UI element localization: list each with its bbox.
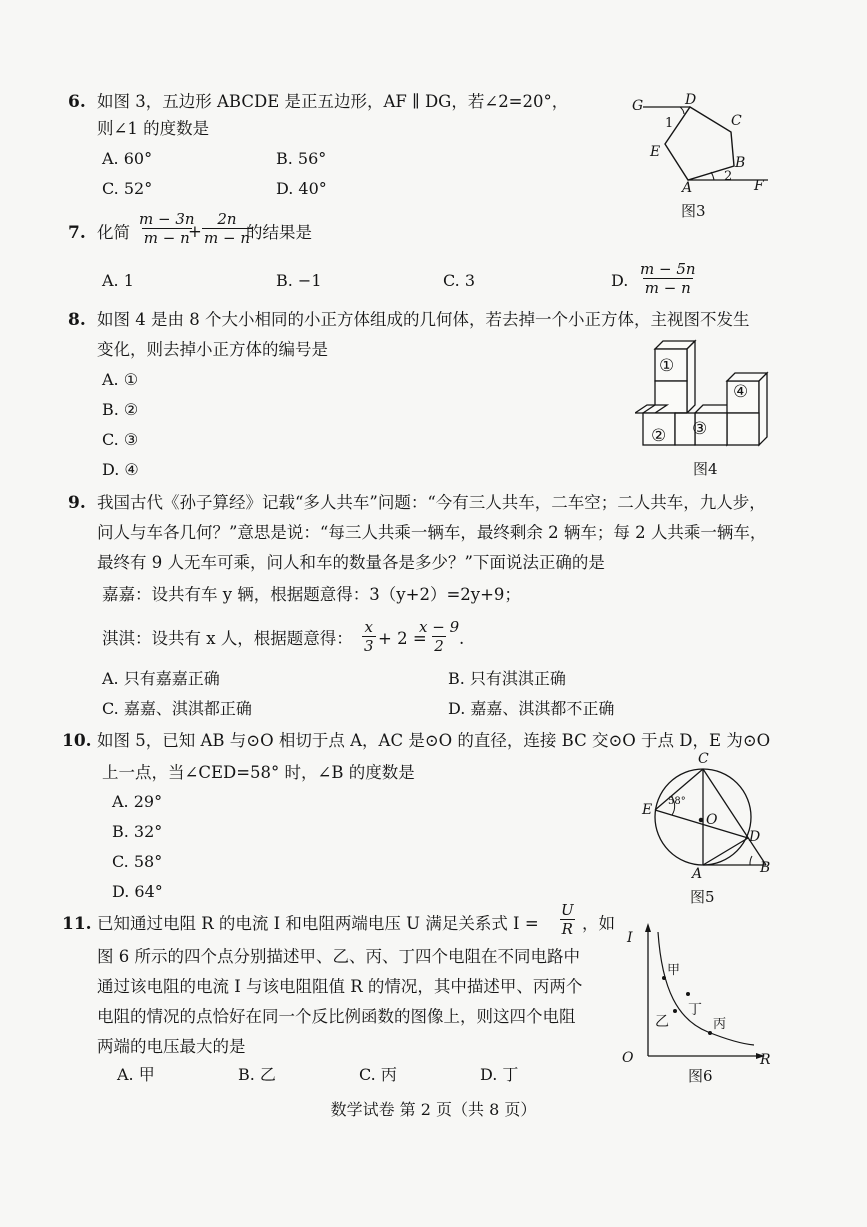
question-9-line-3: 最终有 9 人无车可乘，问人和车的数量各是多少？”下面说法正确的是 — [97, 553, 605, 572]
q9-f2-denominator: 2 — [434, 637, 444, 655]
question-10-option-b: B. 32° — [112, 822, 163, 841]
figure-5-circle — [638, 752, 778, 882]
question-9-fraction-2 — [417, 618, 461, 655]
figure-6-caption: 图6 — [688, 1067, 713, 1085]
question-6-number: 6. — [68, 92, 86, 112]
figure-3-caption: 图3 — [681, 202, 706, 220]
question-7-option-a: A. 1 — [102, 271, 134, 290]
question-6-option-c: C. 52° — [102, 179, 153, 198]
fig5-label-d: D — [749, 829, 761, 845]
fig6-label-bing: 丙 — [713, 1017, 727, 1032]
question-11-option-d: D. 丁 — [480, 1065, 519, 1084]
question-8-option-a: A. ① — [102, 370, 139, 389]
q11-formula-numerator: U — [561, 901, 574, 919]
question-7-prefix: 化简 — [97, 223, 130, 242]
question-11-option-b: B. 乙 — [238, 1065, 276, 1084]
question-9-fraction-1 — [362, 618, 376, 655]
question-10-line-2: 上一点，当∠CED=58° 时，∠B 的度数是 — [102, 763, 415, 782]
question-8-option-d: D. ④ — [102, 460, 139, 479]
question-9-option-b: B. 只有淇淇正确 — [448, 669, 566, 688]
question-11-number: 11. — [62, 914, 92, 934]
fig6-label-ding: 丁 — [688, 1002, 702, 1018]
q9-f1-numerator: x — [364, 618, 373, 636]
question-11-line-1: 已知通过电阻 R 的电流 I 和电阻两端电压 U 满足关系式 I = — [97, 914, 539, 933]
figure-4-label-2: ② — [651, 426, 667, 446]
question-10-option-d: D. 64° — [112, 882, 163, 901]
question-10-option-a: A. 29° — [112, 792, 163, 811]
question-9-number: 9. — [68, 493, 86, 513]
q7-f1-denominator: m − n — [143, 229, 190, 247]
figure-4-label-4: ④ — [733, 382, 749, 402]
q7-d-numerator: m − 5n — [640, 260, 696, 278]
page-footer: 数学试卷 第 2 页（共 8 页） — [330, 1100, 537, 1119]
fig6-label-o: O — [622, 1050, 634, 1066]
question-9-line-2: 问人与车各几何？”意思是说：“每三人共乘一辆车，最终剩余 2 辆车；每 2 人共乘一辆车， — [97, 523, 767, 542]
question-6-option-d: D. 40° — [276, 179, 327, 198]
question-8-line-1: 如图 4 是由 8 个大小相同的小正方体组成的几何体，若去掉一个小正方体，主视图不发生 — [97, 310, 750, 329]
q11-formula-denominator: R — [561, 920, 573, 938]
fig3-label-g: G — [632, 98, 644, 114]
question-11-line-3: 通过该电阻的电流 I 与该电阻阻值 R 的情况，其中描述甲、丙两个 — [97, 977, 583, 996]
q7-f2-denominator: m − n — [204, 229, 250, 247]
fig5-label-angle: 58° — [668, 796, 686, 807]
q7-f1-numerator: m − 3n — [139, 210, 195, 228]
question-9-line-1: 我国古代《孙子算经》记载“多人共车”问题：“今有三人共车，二车空；二人共车，九人步， — [97, 493, 766, 512]
question-7-option-b: B. −1 — [276, 271, 322, 290]
q7-d-denominator: m − n — [644, 279, 691, 297]
question-9-option-c: C. 嘉嘉、淇淇都正确 — [102, 699, 252, 718]
question-9-line-5-middle: + 2 = — [378, 629, 427, 648]
question-8-number: 8. — [68, 310, 86, 330]
q9-f1-denominator: 3 — [364, 637, 374, 655]
question-11-line-5: 两端的电压最大的是 — [97, 1037, 246, 1056]
question-11-option-c: C. 丙 — [359, 1065, 397, 1084]
question-10-line-1: 如图 5，已知 AB 与⊙O 相切于点 A，AC 是⊙O 的直径，连接 BC 交⊙O 于点 D，E 为⊙O — [97, 731, 771, 750]
fig6-label-jia: 甲 — [667, 963, 681, 978]
question-10-option-c: C. 58° — [112, 852, 163, 871]
question-7-plus: + — [188, 222, 202, 241]
question-7-fraction-2 — [202, 210, 252, 247]
figure-4-label-3: ③ — [692, 419, 708, 439]
fig6-label-i: I — [627, 930, 633, 946]
question-9-option-d: D. 嘉嘉、淇淇都不正确 — [448, 699, 615, 718]
question-11-line-4: 电阻的情况的点恰好在同一个反比例函数的图像上，则这四个电阻 — [97, 1007, 576, 1026]
fig6-label-r: R — [760, 1052, 771, 1068]
fig5-label-o: O — [706, 812, 718, 828]
question-7-option-d-fraction — [638, 260, 698, 297]
fig6-label-yi: 乙 — [655, 1014, 669, 1030]
fig3-label-f: F — [754, 178, 764, 194]
figure-4-caption: 图4 — [693, 460, 718, 478]
fig3-label-1: 1 — [665, 116, 674, 131]
q7-f2-numerator: 2n — [217, 210, 237, 228]
question-9-line-4: 嘉嘉：设共有车 y 辆，根据题意得：3（y+2）=2y+9； — [102, 585, 521, 604]
question-11-line-1-end: ，如 — [582, 914, 615, 933]
fig3-label-2: 2 — [724, 169, 733, 184]
question-7-option-d: D. — [611, 271, 629, 290]
fig5-label-e: E — [642, 802, 653, 818]
question-6-line-1: 如图 3，五边形 ABCDE 是正五边形，AF ∥ DG，若∠2=20°， — [97, 92, 569, 111]
question-7-suffix: 的结果是 — [246, 223, 312, 242]
question-7-number: 7. — [68, 223, 86, 243]
figure-4-label-1: ① — [659, 356, 675, 376]
question-6-option-b: B. 56° — [276, 149, 327, 168]
fig3-label-c: C — [731, 113, 742, 129]
question-10-number: 10. — [62, 731, 92, 751]
question-11-option-a: A. 甲 — [117, 1065, 155, 1084]
fig5-label-b: B — [760, 860, 771, 876]
question-7-option-c: C. 3 — [443, 271, 476, 290]
question-8-option-b: B. ② — [102, 400, 139, 419]
fig3-label-b: B — [735, 155, 746, 171]
question-8-line-2: 变化，则去掉小正方体的编号是 — [97, 340, 328, 359]
question-6-line-2: 则∠1 的度数是 — [97, 119, 210, 138]
question-11-formula-fraction — [559, 901, 576, 938]
figure-5-caption: 图5 — [690, 888, 715, 906]
question-8-option-c: C. ③ — [102, 430, 139, 449]
question-11-line-2: 图 6 所示的四个点分别描述甲、乙、丙、丁四个电阻在不同电路中 — [97, 947, 580, 966]
fig5-label-c: C — [698, 752, 709, 767]
fig5-label-a: A — [692, 866, 703, 882]
question-9-line-5-prefix: 淇淇：设共有 x 人，根据题意得： — [102, 629, 353, 648]
question-6-option-a: A. 60° — [102, 149, 153, 168]
fig3-label-d: D — [685, 92, 697, 108]
q9-f2-numerator: x − 9 — [419, 618, 460, 636]
fig3-label-a: A — [682, 180, 693, 196]
figure-6-graph — [618, 920, 778, 1068]
question-9-option-a: A. 只有嘉嘉正确 — [102, 669, 220, 688]
fig3-label-e: E — [650, 144, 661, 160]
question-9-line-5-end: . — [459, 629, 465, 648]
